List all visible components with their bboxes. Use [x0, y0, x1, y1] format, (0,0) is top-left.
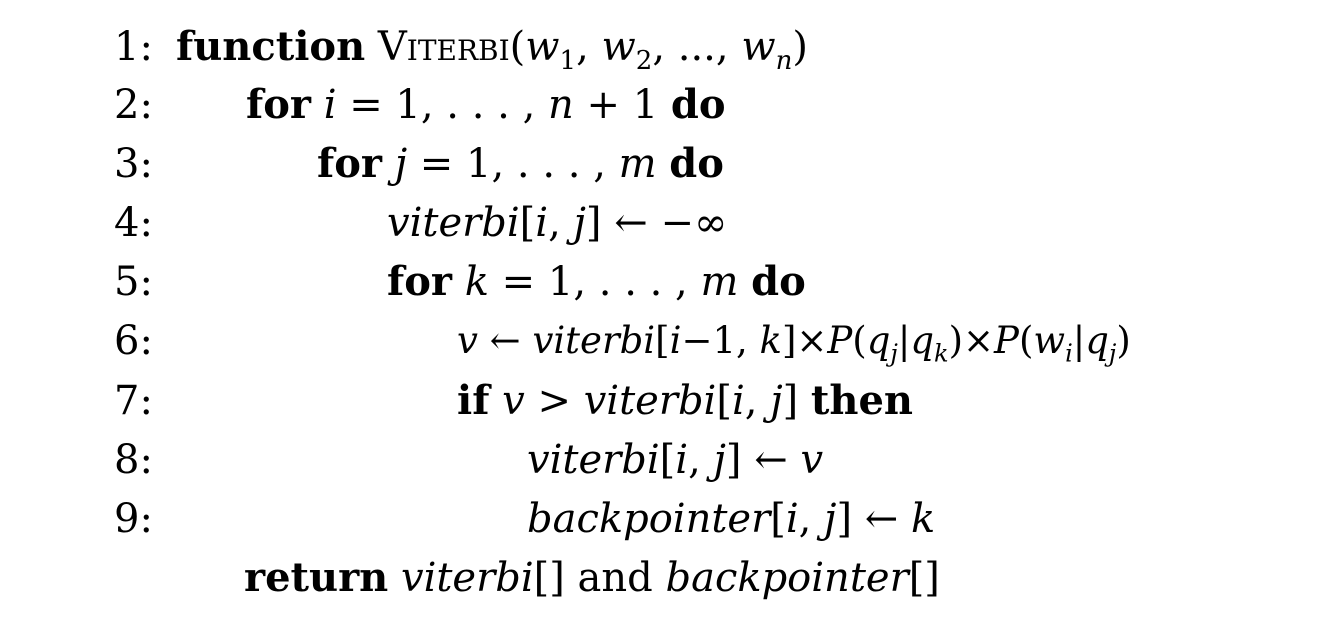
code-token: i	[1065, 339, 1073, 368]
code-token: [] and	[533, 555, 666, 601]
code-token: for	[387, 258, 452, 305]
code-token: w	[525, 24, 560, 70]
code-token: = 1, . . . ,	[336, 82, 549, 128]
code-token: return	[244, 554, 389, 601]
code-token: viterbi	[527, 437, 660, 483]
line-code	[387, 252, 806, 312]
line-code	[527, 489, 935, 549]
code-token: ] ← −∞	[585, 200, 728, 246]
code-token: [	[716, 378, 732, 424]
code-token: j	[890, 339, 898, 368]
code-token: i	[535, 200, 549, 246]
code-token: for	[246, 81, 311, 128]
line-number: 9:	[114, 496, 153, 542]
code-token: i	[669, 319, 682, 362]
code-token: j	[573, 200, 586, 246]
code-token: ]×	[781, 319, 828, 362]
code-token: |	[897, 319, 911, 362]
code-token: (	[852, 319, 867, 362]
code-token: >	[524, 378, 584, 424]
code-token: q	[910, 319, 935, 362]
code-token: )	[792, 24, 808, 70]
line-number: 6:	[114, 318, 153, 364]
code-token: viterbi	[387, 200, 520, 246]
code-token: v	[502, 378, 525, 424]
code-token: n	[775, 46, 793, 76]
code-token: then	[810, 377, 914, 424]
code-token: viterbi	[532, 319, 656, 362]
line-number: 2:	[114, 82, 153, 128]
code-token	[489, 378, 502, 424]
line-number: 5:	[114, 259, 153, 305]
code-token: ,	[688, 437, 714, 483]
code-token: viterbi	[400, 555, 534, 601]
code-token: [	[519, 200, 536, 246]
code-token: = 1, . . . ,	[407, 141, 619, 187]
code-token: v	[457, 319, 478, 362]
code-token: for	[317, 140, 382, 187]
code-token: ←	[477, 319, 533, 362]
code-token: do	[669, 140, 724, 187]
code-token: viterbi	[583, 378, 717, 424]
code-token: i	[785, 496, 799, 542]
code-token: v	[800, 437, 824, 483]
code-token: k	[464, 259, 489, 305]
code-token: ,	[798, 496, 825, 542]
code-token: m	[618, 141, 657, 187]
code-token: n	[548, 82, 574, 128]
code-token: k	[759, 319, 782, 362]
code-token	[365, 24, 378, 70]
line-number: 7:	[114, 378, 153, 424]
code-token: [	[655, 319, 670, 362]
code-token: i	[323, 82, 337, 128]
code-token: w	[1033, 319, 1066, 362]
line-code	[244, 548, 940, 608]
code-token: k	[934, 339, 949, 368]
line-number: 4:	[114, 200, 153, 246]
line-number: 3:	[114, 141, 153, 187]
code-token: ,	[548, 200, 574, 246]
code-token: P	[994, 319, 1019, 362]
code-token	[382, 141, 395, 187]
code-token: |	[1072, 319, 1086, 362]
code-token: ] ←	[836, 496, 912, 542]
code-token: backpointer	[527, 496, 771, 542]
code-token: j	[1108, 339, 1117, 368]
code-token: do	[751, 258, 806, 305]
code-token: ] ←	[725, 437, 801, 483]
line-number: 1:	[114, 24, 153, 70]
code-token: + 1	[573, 82, 671, 128]
code-token: j	[713, 437, 726, 483]
code-token: backpointer	[665, 555, 909, 601]
code-token: i	[675, 437, 689, 483]
code-token: j	[824, 496, 837, 542]
code-token: if	[457, 377, 490, 424]
code-token: [	[659, 437, 676, 483]
code-token	[452, 259, 465, 305]
code-token: 1	[559, 46, 577, 76]
line-number: 8:	[114, 437, 153, 483]
code-token: Viterbi	[377, 24, 510, 70]
code-token: m	[700, 259, 739, 305]
line-code	[317, 134, 724, 194]
code-token: ]	[782, 378, 811, 424]
line-code	[246, 75, 726, 135]
code-token: []	[908, 555, 940, 601]
code-token: [	[770, 496, 786, 542]
code-token: P	[827, 319, 853, 362]
code-token: q	[866, 319, 891, 362]
code-token: = 1, . . . ,	[488, 259, 701, 305]
code-token: function	[176, 23, 366, 70]
code-token: (	[509, 24, 526, 70]
code-token: w	[601, 24, 636, 70]
code-token: 2	[635, 46, 653, 76]
code-token: j	[394, 141, 408, 187]
code-token	[311, 82, 324, 128]
code-token: j	[770, 378, 783, 424]
code-token: )×	[948, 319, 995, 362]
code-token: k	[911, 496, 936, 542]
code-token: , ...,	[652, 24, 742, 70]
code-token	[738, 259, 751, 305]
code-token	[657, 141, 670, 187]
line-code	[457, 311, 1131, 371]
code-token: ,	[744, 378, 771, 424]
line-code	[457, 371, 913, 431]
code-token: (	[1018, 319, 1034, 362]
code-token: i	[731, 378, 745, 424]
code-token: do	[670, 81, 726, 128]
line-code	[387, 193, 727, 253]
code-token: w	[741, 24, 776, 70]
line-code	[527, 430, 823, 490]
code-token	[388, 555, 401, 601]
code-token: q	[1085, 319, 1109, 362]
code-token: )	[1116, 319, 1131, 362]
code-token: ,	[576, 24, 602, 70]
code-token: −1,	[681, 319, 760, 362]
line-code	[176, 17, 808, 77]
